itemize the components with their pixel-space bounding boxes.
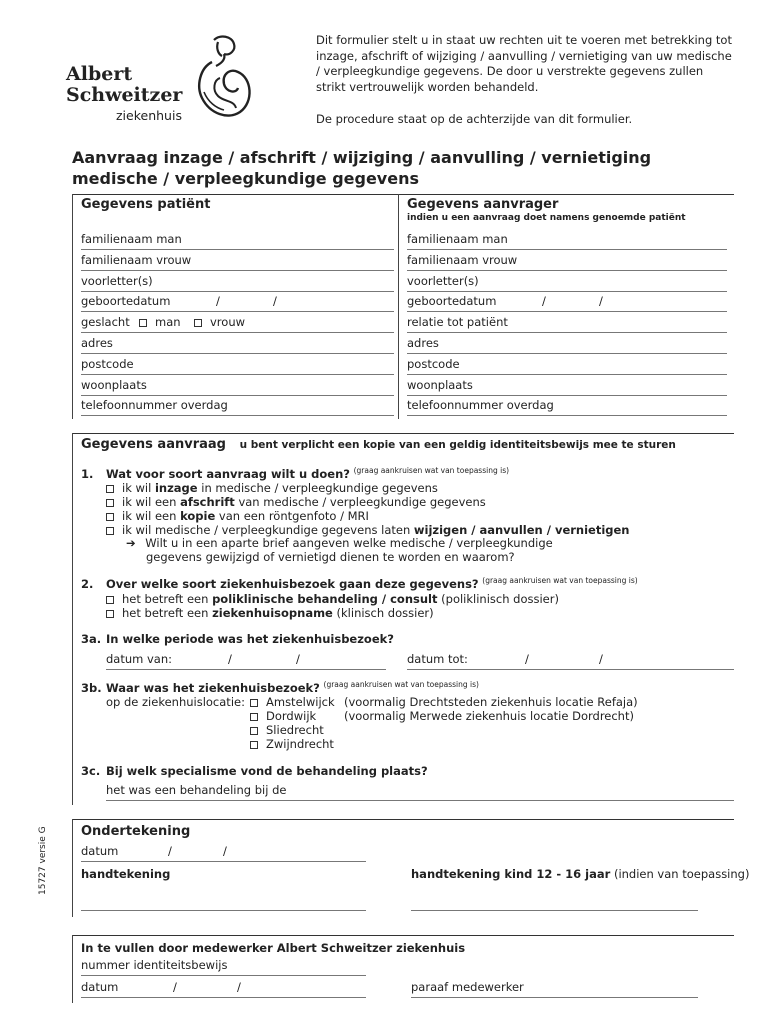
slash: / xyxy=(542,294,546,308)
requester-field[interactable] xyxy=(407,396,727,416)
id-number-label: nummer identiteitsbewijs xyxy=(81,958,228,972)
q1-option[interactable] xyxy=(106,495,486,509)
patient-field-label: woonplaats xyxy=(81,378,147,392)
q1-option-post: in medische / verpleegkundige gegevens xyxy=(197,481,438,495)
checkbox[interactable] xyxy=(250,727,258,735)
requester-field-label: geboortedatum xyxy=(407,294,497,308)
requester-field-label: familienaam vrouw xyxy=(407,253,518,267)
patient-field-label: voorletter(s) xyxy=(81,274,153,288)
q1-option-pre: ik wil een xyxy=(122,509,181,523)
staff-heading: In te vullen door medewerker Albert Schweitzer ziekenhuis xyxy=(81,941,466,955)
requester-field-label: familienaam man xyxy=(407,232,508,246)
q2-option-post: (klinisch dossier) xyxy=(332,606,434,620)
checkbox[interactable] xyxy=(106,610,114,618)
checkbox[interactable] xyxy=(194,319,202,327)
divider xyxy=(72,194,734,195)
q3c-number: 3c. xyxy=(81,764,101,778)
location-label: Zwijndrecht xyxy=(266,737,334,751)
child-signature-note: (indien van toepassing) xyxy=(610,867,750,881)
checkbox[interactable] xyxy=(139,319,147,327)
q2-question xyxy=(106,577,638,593)
requester-field[interactable] xyxy=(407,376,727,396)
q2-option-pre: het betreft een xyxy=(122,592,213,606)
location-note-1: (voormalig Drechtsteden ziekenhuis locatie Refaja) xyxy=(344,695,638,709)
q1-option-pre: ik wil medische / verpleegkundige gegevens laten xyxy=(122,523,414,537)
child-signature-line[interactable] xyxy=(411,910,698,911)
signature-label: handtekening xyxy=(81,867,171,881)
location-label: Amstelwijck xyxy=(266,695,335,709)
date-to-field[interactable] xyxy=(407,650,734,670)
q1-follow-up xyxy=(126,536,553,550)
patient-field[interactable] xyxy=(81,313,394,333)
q2-option-post: (poliklinisch dossier) xyxy=(437,592,559,606)
q3b-number: 3b. xyxy=(81,681,102,695)
checkbox[interactable] xyxy=(106,527,114,535)
date-from-field[interactable] xyxy=(106,650,386,670)
date-to-label: datum tot: xyxy=(407,652,468,666)
checkbox[interactable] xyxy=(106,596,114,604)
signing-date-label: datum xyxy=(81,844,119,858)
location-option[interactable] xyxy=(250,709,316,723)
page-title xyxy=(72,147,732,189)
logo-line2: Schweitzer xyxy=(66,84,183,106)
request-heading: Gegevens aanvraag xyxy=(81,437,226,452)
q2-number: 2. xyxy=(81,577,94,591)
patient-field[interactable] xyxy=(81,292,394,312)
patient-field-label: familienaam man xyxy=(81,232,182,246)
divider xyxy=(72,935,73,1003)
q2-hint: (graag aankruisen wat van toepassing is) xyxy=(482,576,638,585)
requester-field[interactable] xyxy=(407,355,727,375)
specialism-label: het was een behandeling bij de xyxy=(106,783,287,797)
patient-field[interactable] xyxy=(81,396,394,416)
location-option[interactable] xyxy=(250,737,334,751)
divider xyxy=(72,819,73,917)
location-label: Sliedrecht xyxy=(266,723,324,737)
requester-field-label: woonplaats xyxy=(407,378,473,392)
patient-field[interactable] xyxy=(81,251,394,271)
patient-field-label: geslacht xyxy=(81,315,130,329)
patient-field[interactable] xyxy=(81,355,394,375)
divider xyxy=(72,433,73,805)
q1-option[interactable] xyxy=(106,523,630,537)
intro-paragraph: Dit formulier stelt u in staat uw rechten uit te voeren met betrekking tot inzage, afschrift of wijziging / aanvulling / vernietiging van uw medische / verpleegkundige gegevens. De door u verstrekte gegevens zullen strikt vertrouwelijk worden behandeld. xyxy=(316,33,732,94)
signing-heading: Ondertekening xyxy=(81,824,191,839)
q1-option-post: van medische / verpleegkundige gegevens xyxy=(234,495,486,509)
staff-paraaf-label: paraaf medewerker xyxy=(411,980,524,994)
slash: / xyxy=(216,294,220,308)
q2-option-pre: het betreft een xyxy=(122,606,213,620)
slash: / xyxy=(223,844,227,858)
requester-field-label: postcode xyxy=(407,357,460,371)
q2-option-bold: ziekenhuisopname xyxy=(212,606,333,620)
q3b-text: Waar was het ziekenhuisbezoek? xyxy=(106,681,320,695)
requester-field[interactable] xyxy=(407,313,727,333)
staff-paraaf-field[interactable] xyxy=(411,978,698,998)
signing-date-field[interactable] xyxy=(81,842,366,862)
divider xyxy=(72,819,734,820)
requester-field-label: voorletter(s) xyxy=(407,274,479,288)
gender-label: man xyxy=(155,315,181,329)
gender-option-vrouw[interactable] xyxy=(194,313,245,332)
divider xyxy=(398,194,399,419)
logo xyxy=(66,64,182,123)
q1-option-bold: afschrift xyxy=(180,495,235,509)
divider xyxy=(72,935,734,936)
patient-field-label: telefoonnummer overdag xyxy=(81,398,228,412)
location-note-2: (voormalig Merwede ziekenhuis locatie Dordrecht) xyxy=(344,709,634,723)
q1-option[interactable] xyxy=(106,509,369,523)
patient-field-label: adres xyxy=(81,336,113,350)
patient-heading: Gegevens patiënt xyxy=(81,197,211,212)
arrow-icon: ➔ xyxy=(126,536,136,550)
version-text: 15727 versie G xyxy=(38,826,48,895)
logo-figure-icon xyxy=(190,32,260,127)
requester-field[interactable] xyxy=(407,334,727,354)
q1-text: Wat voor soort aanvraag wilt u doen? xyxy=(106,467,350,481)
q3a-number: 3a. xyxy=(81,632,102,646)
q1-follow-line1: Wilt u in een aparte brief aangeven welke medische / verpleegkundige xyxy=(145,536,553,550)
checkbox[interactable] xyxy=(106,485,114,493)
slash: / xyxy=(173,980,177,994)
location-option[interactable] xyxy=(250,695,335,709)
divider xyxy=(72,194,73,419)
patient-field[interactable] xyxy=(81,272,394,292)
request-note: u bent verplicht een kopie van een geldig identiteitsbewijs mee te sturen xyxy=(239,439,676,451)
q1-option-post: van een röntgenfoto / MRI xyxy=(215,509,369,523)
checkbox[interactable] xyxy=(250,741,258,749)
q1-option-bold: kopie xyxy=(180,509,216,523)
staff-date-label: datum xyxy=(81,980,119,994)
requester-field[interactable] xyxy=(407,272,727,292)
location-label: Dordwijk xyxy=(266,709,317,723)
intro-text xyxy=(316,33,736,128)
q1-follow-line2: gegevens gewijzigd of vernietigd dienen te worden en waarom? xyxy=(146,550,515,564)
patient-field-label: geboortedatum xyxy=(81,294,171,308)
staff-date-field[interactable] xyxy=(81,978,366,998)
child-signature-bold: handtekening kind 12 - 16 jaar xyxy=(411,867,611,881)
divider xyxy=(72,433,734,434)
slash: / xyxy=(599,294,603,308)
checkbox[interactable] xyxy=(250,713,258,721)
q1-option-pre: ik wil xyxy=(122,481,155,495)
requester-field[interactable] xyxy=(407,230,727,250)
patient-field-label: postcode xyxy=(81,357,134,371)
slash: / xyxy=(228,652,232,666)
child-signature-label xyxy=(411,867,749,881)
q2-option-bold: poliklinische behandeling / consult xyxy=(212,592,438,606)
location-label: op de ziekenhuislocatie: xyxy=(106,695,245,709)
q1-hint: (graag aankruisen wat van toepassing is) xyxy=(353,466,510,475)
q2-option[interactable] xyxy=(106,606,434,620)
slash: / xyxy=(525,652,529,666)
q1-option-pre: ik wil een xyxy=(122,495,181,509)
requester-field[interactable] xyxy=(407,292,727,312)
q2-option[interactable] xyxy=(106,592,559,606)
q1-number: 1. xyxy=(81,467,94,481)
intro-procedure: De procedure staat op de achterzijde van dit formulier. xyxy=(316,112,633,126)
patient-field[interactable] xyxy=(81,376,394,396)
patient-field-label: familienaam vrouw xyxy=(81,253,192,267)
requester-field-label: telefoonnummer overdag xyxy=(407,398,554,412)
q1-option-bold: wijzigen / aanvullen / vernietigen xyxy=(413,523,630,537)
patient-field[interactable] xyxy=(81,334,394,354)
q2-text: Over welke soort ziekenhuisbezoek gaan deze gegevens? xyxy=(106,577,479,591)
slash: / xyxy=(599,652,603,666)
title-line2: medische / verpleegkundige gegevens xyxy=(72,169,419,188)
patient-field[interactable] xyxy=(81,230,394,250)
requester-subheading: indien u een aanvraag doet namens genoemde patiënt xyxy=(407,213,686,223)
requester-field-label: adres xyxy=(407,336,439,350)
slash: / xyxy=(296,652,300,666)
location-option[interactable] xyxy=(250,723,324,737)
date-from-label: datum van: xyxy=(106,652,173,666)
q1-option[interactable] xyxy=(106,481,438,495)
checkbox[interactable] xyxy=(106,513,114,521)
checkbox[interactable] xyxy=(106,499,114,507)
q1-option-bold: inzage xyxy=(154,481,198,495)
gender-option-man[interactable] xyxy=(139,313,181,332)
slash: / xyxy=(273,294,277,308)
slash: / xyxy=(168,844,172,858)
requester-field[interactable] xyxy=(407,251,727,271)
request-header xyxy=(81,437,676,452)
checkbox[interactable] xyxy=(250,699,258,707)
q3b-hint: (graag aankruisen wat van toepassing is) xyxy=(323,680,479,689)
title-line1: Aanvraag inzage / afschrift / wijziging / aanvulling / vernietiging xyxy=(72,148,652,167)
gender-label: vrouw xyxy=(210,315,246,329)
specialism-field[interactable] xyxy=(106,781,734,801)
signature-line[interactable] xyxy=(81,910,366,911)
logo-line1: Albert xyxy=(66,63,133,85)
logo-line3: ziekenhuis xyxy=(116,108,182,123)
q3c-text: Bij welk specialisme vond de behandeling plaats? xyxy=(106,764,428,778)
requester-heading: Gegevens aanvrager xyxy=(407,197,559,212)
q3a-text: In welke periode was het ziekenhuisbezoek? xyxy=(106,632,394,646)
slash: / xyxy=(237,980,241,994)
id-number-field[interactable] xyxy=(81,956,366,976)
requester-field-label: relatie tot patiënt xyxy=(407,315,508,329)
